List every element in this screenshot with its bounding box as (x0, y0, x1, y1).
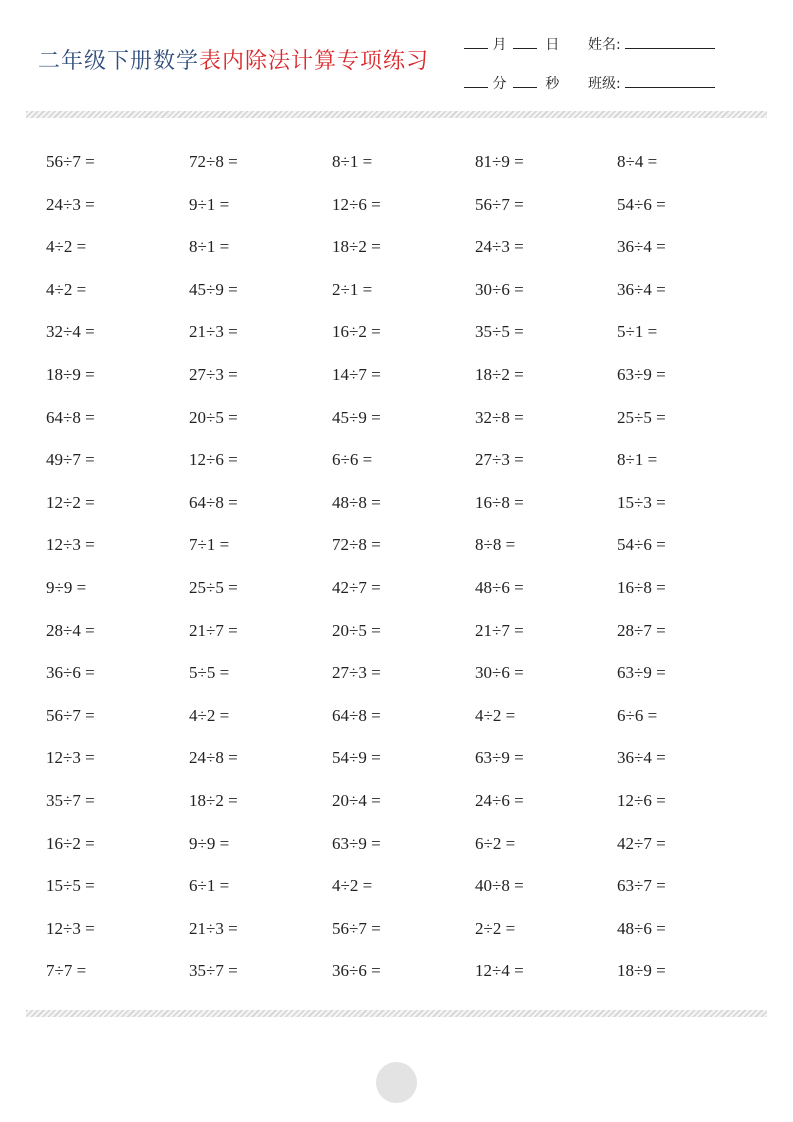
problem-item: 81÷9 = (475, 152, 524, 171)
name-blank[interactable] (625, 34, 715, 49)
problem-item: 21÷3 = (189, 918, 238, 938)
top-divider (26, 111, 767, 118)
problem-item: 45÷9 = (189, 279, 238, 299)
problem-item: 8÷8 = (475, 535, 516, 555)
problem-item: 18÷2 = (189, 791, 238, 810)
problem-item: 12÷2 = (46, 492, 95, 512)
problem-item: 8÷1 = (189, 237, 230, 257)
problem-item: 63÷7 = (617, 876, 666, 896)
problem-item: 36÷4 = (617, 237, 666, 257)
problem-item: 9÷1 = (189, 194, 230, 214)
problem-item: 56÷7 = (332, 918, 381, 938)
problem-item: 64÷8 = (46, 407, 95, 427)
problem-item: 42÷7 = (617, 833, 666, 853)
problem-item: 12÷6 = (617, 791, 666, 810)
problem-item: 8÷1 = (332, 152, 373, 171)
problem-item: 56÷7 = (46, 152, 95, 171)
problem-item: 64÷8 = (332, 705, 381, 725)
problem-item: 7÷7 = (46, 961, 87, 981)
problem-item: 16÷2 = (46, 833, 95, 853)
problem-item: 24÷8 = (189, 748, 238, 768)
minute-label: 分 (492, 76, 507, 92)
class-blank[interactable] (625, 73, 715, 88)
problem-item: 32÷8 = (475, 407, 524, 427)
problem-item: 24÷6 = (475, 791, 524, 810)
problem-item: 54÷9 = (332, 748, 381, 768)
second-blank[interactable] (513, 73, 537, 88)
problem-item: 20÷4 = (332, 791, 381, 810)
problem-item: 2÷2 = (475, 918, 516, 938)
problem-item: 18÷2 = (475, 365, 524, 384)
problem-item: 63÷9 = (617, 365, 666, 384)
problem-item: 54÷6 = (617, 194, 666, 214)
problem-item: 8÷4 = (617, 152, 658, 171)
problem-item: 36÷6 = (46, 663, 95, 683)
problem-item: 18÷2 = (332, 237, 381, 257)
time-field (464, 73, 559, 93)
problem-item: 48÷6 = (475, 578, 524, 597)
problem-item: 7÷1 = (189, 535, 230, 555)
problem-item: 20÷5 = (189, 407, 238, 427)
problem-item: 72÷8 = (189, 152, 238, 171)
problem-item: 56÷7 = (475, 194, 524, 214)
problem-item: 40÷8 = (475, 876, 524, 896)
problem-item: 21÷3 = (189, 322, 238, 342)
problem-item: 16÷8 = (475, 492, 524, 512)
problem-item: 12÷4 = (475, 961, 524, 981)
problem-item: 63÷9 = (475, 748, 524, 768)
problem-item: 12÷3 = (46, 918, 95, 938)
problem-item: 48÷6 = (617, 918, 666, 938)
problem-item: 24÷3 = (475, 237, 524, 257)
problem-item: 12÷6 = (189, 450, 238, 470)
problem-item: 25÷5 = (189, 578, 238, 597)
problem-item: 20÷5 = (332, 620, 381, 640)
second-label: 秒 (545, 76, 560, 92)
problem-item: 14÷7 = (332, 365, 381, 384)
bottom-divider (26, 1010, 767, 1017)
problem-item: 9÷9 = (46, 578, 87, 597)
problem-item: 6÷1 = (189, 876, 230, 896)
problem-item: 9÷9 = (189, 833, 230, 853)
day-blank[interactable] (513, 34, 537, 49)
problem-item: 30÷6 = (475, 663, 524, 683)
problem-item: 48÷8 = (332, 492, 381, 512)
problem-item: 35÷7 = (189, 961, 238, 981)
problem-item: 64÷8 = (189, 492, 238, 512)
problem-item: 32÷4 = (46, 322, 95, 342)
problem-item: 4÷2 = (189, 705, 230, 725)
problem-item: 36÷4 = (617, 279, 666, 299)
problem-item: 36÷6 = (332, 961, 381, 981)
problem-item: 56÷7 = (46, 705, 95, 725)
problem-item: 15÷3 = (617, 492, 666, 512)
month-label: 月 (492, 37, 507, 53)
problem-item: 42÷7 = (332, 578, 381, 597)
name-field (588, 34, 715, 54)
problem-item: 4÷2 = (46, 237, 87, 257)
date-field (464, 34, 559, 54)
problem-item: 5÷1 = (617, 322, 658, 342)
problem-item: 63÷9 = (332, 833, 381, 853)
problem-item: 35÷5 = (475, 322, 524, 342)
problem-item: 6÷2 = (475, 833, 516, 853)
problem-item: 4÷2 = (332, 876, 373, 896)
problem-item: 6÷6 = (617, 705, 658, 725)
problem-item: 2÷1 = (332, 279, 373, 299)
problem-item: 15÷5 = (46, 876, 95, 896)
month-blank[interactable] (464, 34, 488, 49)
problem-item: 45÷9 = (332, 407, 381, 427)
minute-blank[interactable] (464, 73, 488, 88)
problem-item: 21÷7 = (189, 620, 238, 640)
problem-item: 4÷2 = (475, 705, 516, 725)
page-title (38, 44, 429, 75)
problem-item: 24÷3 = (46, 194, 95, 214)
problem-item: 8÷1 = (617, 450, 658, 470)
class-label: 班级: (588, 76, 621, 92)
page-marker (376, 1062, 417, 1103)
problem-item: 63÷9 = (617, 663, 666, 683)
problem-item: 5÷5 = (189, 663, 230, 683)
problem-item: 12÷6 = (332, 194, 381, 214)
problem-item: 16÷8 = (617, 578, 666, 597)
problem-item: 27÷3 = (475, 450, 524, 470)
problem-item: 18÷9 = (46, 365, 95, 384)
problem-item: 28÷7 = (617, 620, 666, 640)
title-grade: 二年级下册数学 (38, 49, 200, 74)
problem-item: 18÷9 = (617, 961, 666, 981)
problem-item: 36÷4 = (617, 748, 666, 768)
problem-item: 21÷7 = (475, 620, 524, 640)
problem-item: 54÷6 = (617, 535, 666, 555)
problem-item: 4÷2 = (46, 279, 87, 299)
problem-item: 25÷5 = (617, 407, 666, 427)
problem-item: 49÷7 = (46, 450, 95, 470)
problem-item: 12÷3 = (46, 748, 95, 768)
class-field (588, 73, 715, 93)
problem-item: 72÷8 = (332, 535, 381, 555)
title-topic: 表内除法计算专项练习 (199, 49, 430, 74)
problem-item: 35÷7 = (46, 791, 95, 810)
problem-item: 27÷3 = (332, 663, 381, 683)
day-label: 日 (545, 37, 560, 53)
problem-item: 28÷4 = (46, 620, 95, 640)
problem-item: 12÷3 = (46, 535, 95, 555)
problem-item: 30÷6 = (475, 279, 524, 299)
problem-item: 16÷2 = (332, 322, 381, 342)
name-label: 姓名: (588, 37, 621, 53)
problem-item: 6÷6 = (332, 450, 373, 470)
problem-item: 27÷3 = (189, 365, 238, 384)
